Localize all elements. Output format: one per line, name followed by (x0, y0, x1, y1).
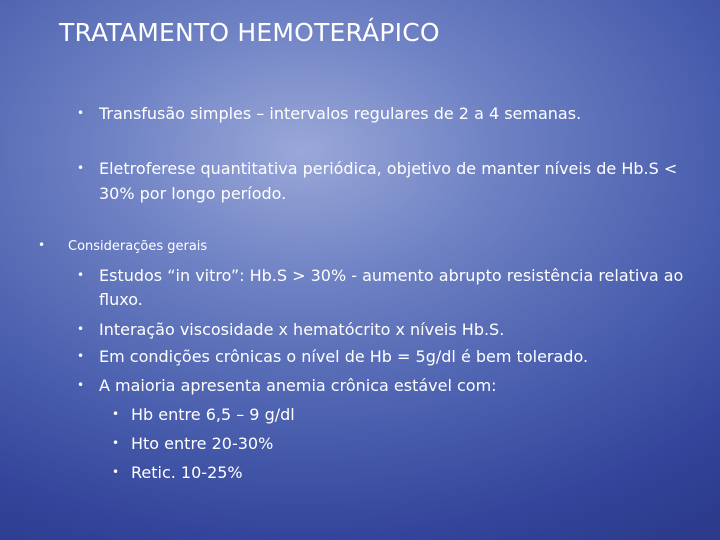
bullet-dot: • (77, 161, 85, 175)
general-point-4-text: A maioria apresenta anemia crônica estável com: (99, 376, 497, 395)
sub-point-1-text: Hb entre 6,5 – 9 g/dl (131, 405, 295, 424)
bullet-dot: • (38, 238, 46, 252)
general-point-1-line1: Estudos “in vitro”: Hb.S > 30% - aumento abrupto resistência relativa ao (99, 266, 684, 285)
general-point-3-text: Em condições crônicas o nível de Hb = 5g/dl é bem tolerado. (99, 347, 589, 366)
bullet-dot: • (77, 268, 85, 282)
sub-point-2-text: Hto entre 20-30% (131, 434, 274, 453)
general-point-2-text: Interação viscosidade x hematócrito x níveis Hb.S. (99, 320, 505, 339)
bullet-dot: • (77, 349, 85, 363)
slide-title: TRATAMENTO HEMOTERÁPICO (59, 18, 440, 47)
bullet-dot: • (112, 436, 120, 450)
bullet-dot: • (112, 465, 120, 479)
sub-point-3-text: Retic. 10-25% (131, 463, 243, 482)
top-bullet-1-text: Transfusão simples – intervalos regulares de 2 a 4 semanas. (99, 104, 582, 123)
bullet-dot: • (77, 378, 85, 392)
bullet-dot: • (77, 106, 85, 120)
top-bullet-2-text-line2: 30% por longo período. (99, 184, 287, 203)
top-bullet-2-text-line1: Eletroferese quantitativa periódica, objetivo de manter níveis de Hb.S < (99, 159, 678, 178)
bullet-dot: • (112, 407, 120, 421)
section-heading-text: Considerações gerais (68, 239, 208, 254)
general-point-1-line2: fluxo. (99, 290, 143, 309)
bullet-dot: • (77, 322, 85, 336)
